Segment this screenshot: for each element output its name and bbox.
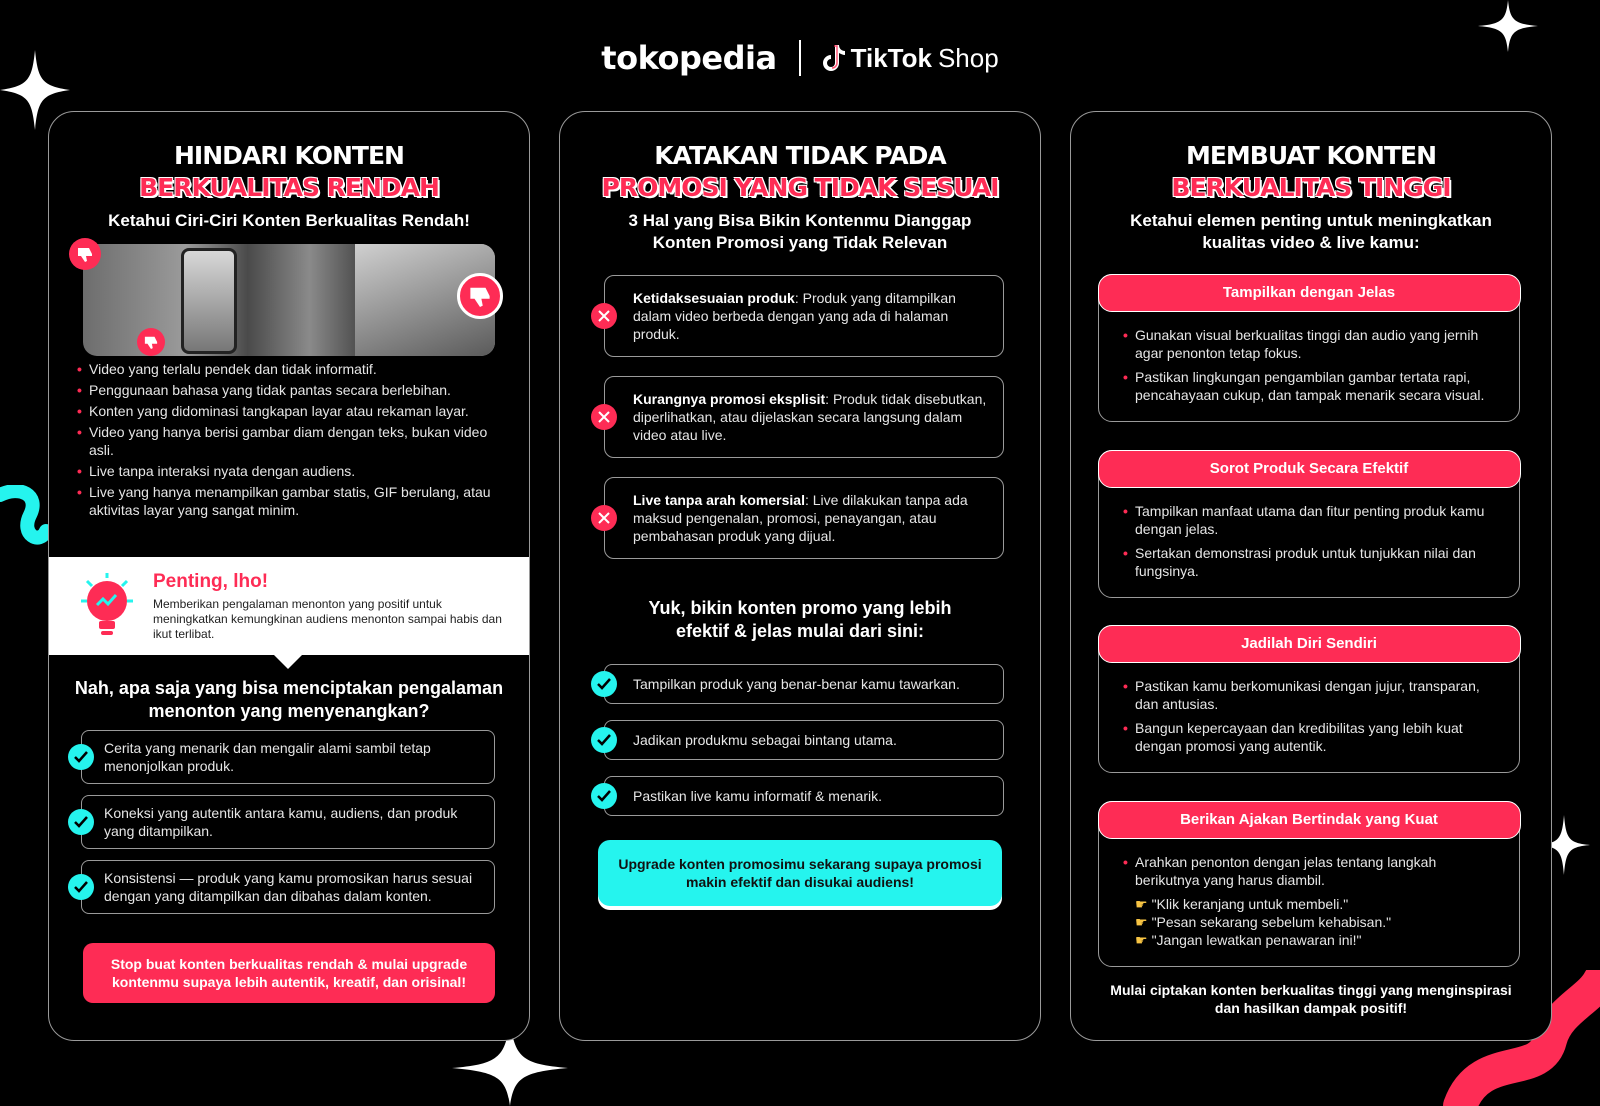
title-line-2: BERKUALITAS RENDAH [139,173,439,202]
quote-text: "Jangan lewatkan penawaran ini!" [1151,931,1362,948]
quote-text: "Klik keranjang untuk membeli." [1151,895,1349,912]
quote-text: "Pesan sekarang sebelum kehabisan." [1151,913,1392,930]
title-line-1: MEMBUAT KONTEN [1185,141,1437,170]
notice-title: Penting, lho! [153,571,269,592]
title-line-2: BERKUALITAS TINGGI [1171,173,1451,202]
important-notice [49,557,529,655]
quote-line [1123,895,1503,913]
panel-irrelevant-promo [559,111,1041,1041]
list-item: • Konten yang didominasi tangkapan layar atau rekaman layar. [77,402,499,420]
tip-section [1098,450,1520,598]
bad-item [604,376,1004,458]
check-icon [591,783,617,809]
section-title: Tampilkan dengan Jelas [1098,274,1521,312]
panel-subtitle: Ketahui elemen penting untuk meningkatkan kualitas video & live kamu: [1130,211,1492,252]
list-item: • Live tanpa interaksi nyata dengan audiens. [77,462,499,480]
logo-divider [799,40,801,76]
check-icon [591,671,617,697]
check-item [81,860,495,914]
thumbs-down-icon [69,238,101,270]
pointing-hand-icon: ☛ [1135,895,1148,912]
list-item: • Pastikan kamu berkomunikasi dengan jujur, transparan, dan antusias. [1123,677,1503,713]
list-item: • Tampilkan manfaat utama dan fitur penting produk kamu dengan jelas. [1123,502,1503,538]
tiktok-shop-logo [823,43,999,74]
panel-subtitle: Ketahui Ciri-Ciri Konten Berkualitas Rendah! [108,211,470,230]
check-icon [68,874,94,900]
list-item: • Penggunaan bahasa yang tidak pantas secara berlebihan. [77,381,499,399]
pointing-hand-icon: ☛ [1135,913,1148,930]
list-item: • Bangun kepercayaan dan kredibilitas yang lebih kuat dengan promosi yang autentik. [1123,719,1503,755]
check-icon [68,744,94,770]
list-item: • Video yang terlalu pendek dan tidak informatif. [77,360,499,378]
panel-subtitle: 3 Hal yang Bisa Bikin Kontenmu Dianggap Konten Promosi yang Tidak Relevan [628,211,972,252]
good-item-text: Pastikan live kamu informatif & menarik. [633,788,882,804]
notice-text: Memberikan pengalaman menonton yang positif untuk meningkatkan kemungkinan audiens menonton sampai habis dan ikut terlibat. [153,597,502,641]
good-item [604,664,1004,704]
section-list [1099,488,1519,598]
bad-item-text: : Produk yang ditampilkan dalam video berbeda dengan yang ada di halaman produk. [633,290,956,342]
lightbulb-icon [75,571,139,641]
thumbs-down-icon [457,273,503,319]
tip-section [1098,625,1520,773]
section-title: Berikan Ajakan Bertindak yang Kuat [1098,801,1521,839]
section-title: Jadilah Diri Sendiri [1098,625,1521,663]
quote-line [1123,931,1503,949]
bad-item-term: Live tanpa arah komersial [633,492,805,508]
bad-item-term: Kurangnya promosi eksplisit [633,391,826,407]
tiktok-note-icon [823,45,845,71]
x-icon [591,404,617,430]
bad-item-text: : Live dilakukan tanpa ada maksud pengenalan, promosi, penayangan, atau pembahasan produk yang dijual. [633,492,968,544]
list-item: • Live yang hanya menampilkan gambar statis, GIF berulang, atau aktivitas layar yang sangat minim. [77,483,499,519]
list-item: • Arahkan penonton dengan jelas tentang langkah berikutnya yang harus diambil. [1123,853,1503,889]
phone-illustration [181,248,237,354]
quote-line [1123,913,1503,931]
good-item-text: Jadikan produkmu sebagai bintang utama. [633,732,897,748]
brand-header [0,36,1600,80]
tip-section [1098,274,1520,422]
check-icon [591,727,617,753]
list-item: • Pastikan lingkungan pengambilan gambar tertata rapi, pencahayaan cukup, dan tampak menarik secara visual. [1123,368,1503,404]
cta-banner: Upgrade konten promosimu sekarang supaya promosi makin efektif dan disukai audiens! [598,840,1002,906]
panel-low-quality [48,111,530,1041]
list-item: • Sertakan demonstrasi produk untuk tunjukkan nilai dan fungsinya. [1123,544,1503,580]
bad-item-term: Ketidaksesuaian produk [633,290,795,306]
check-icon [68,809,94,835]
title-line-2: PROMOSI YANG TIDAK SESUAI [601,173,999,202]
tip-section [1098,801,1520,967]
good-heading: Yuk, bikin konten promo yang lebih efektif & jelas mulai dari sini: [648,598,952,641]
swirl-decoration [0,485,48,555]
check-item [81,795,495,849]
good-item [604,720,1004,760]
list-item: • Gunakan visual berkualitas tinggi dan audio yang jernih agar penonton tetap fokus. [1123,326,1503,362]
section-list [1099,312,1519,422]
low-quality-list [77,360,499,522]
cta-banner: Stop buat konten berkualitas rendah & mulai upgrade kontenmu supaya lebih autentik, kreatif, dan orisinal! [83,943,495,1003]
check-text: Cerita yang menarik dan mengalir alami sambil tetap menonjolkan produk. [104,740,431,774]
panel-title [1071,140,1551,204]
shop-wordmark: Shop [937,42,999,73]
good-item [604,776,1004,816]
closing-message: Mulai ciptakan konten berkualitas tinggi yang menginspirasi dan hasilkan dampak positif! [1110,982,1512,1016]
bad-item [604,275,1004,357]
section-list [1099,663,1519,773]
good-item-text: Tampilkan produk yang benar-benar kamu tawarkan. [633,676,960,692]
x-icon [591,505,617,531]
thumbs-down-icon [137,328,165,356]
title-line-1: HINDARI KONTEN [174,141,404,170]
check-text: Koneksi yang autentik antara kamu, audiens, dan produk yang ditampilkan. [104,805,458,839]
question-heading: Nah, apa saja yang bisa menciptakan pengalaman menonton yang menyenangkan? [74,678,504,721]
section-title: Sorot Produk Secara Efektif [1098,450,1521,488]
panel-high-quality [1070,111,1552,1041]
list-item: • Video yang hanya berisi gambar diam dengan teks, bukan video asli. [77,423,499,459]
bad-item-text: : Produk tidak disebutkan, diperlihatkan, atau dijelaskan secara langsung dalam video atau live. [633,391,987,443]
check-text: Konsistensi — produk yang kamu promosikan harus sesuai dengan yang ditampilkan dan dibahas dalam konten. [104,870,473,904]
panel-title [560,140,1040,204]
tokopedia-logo: tokopedia [601,39,777,77]
title-line-1: KATAKAN TIDAK PADA [654,141,946,170]
check-item [81,730,495,784]
section-list [1099,839,1519,961]
bad-item [604,477,1004,559]
x-icon [591,303,617,329]
tiktok-wordmark: TikTok [850,42,932,73]
panel-title [49,140,529,204]
pointing-hand-icon: ☛ [1135,931,1148,948]
